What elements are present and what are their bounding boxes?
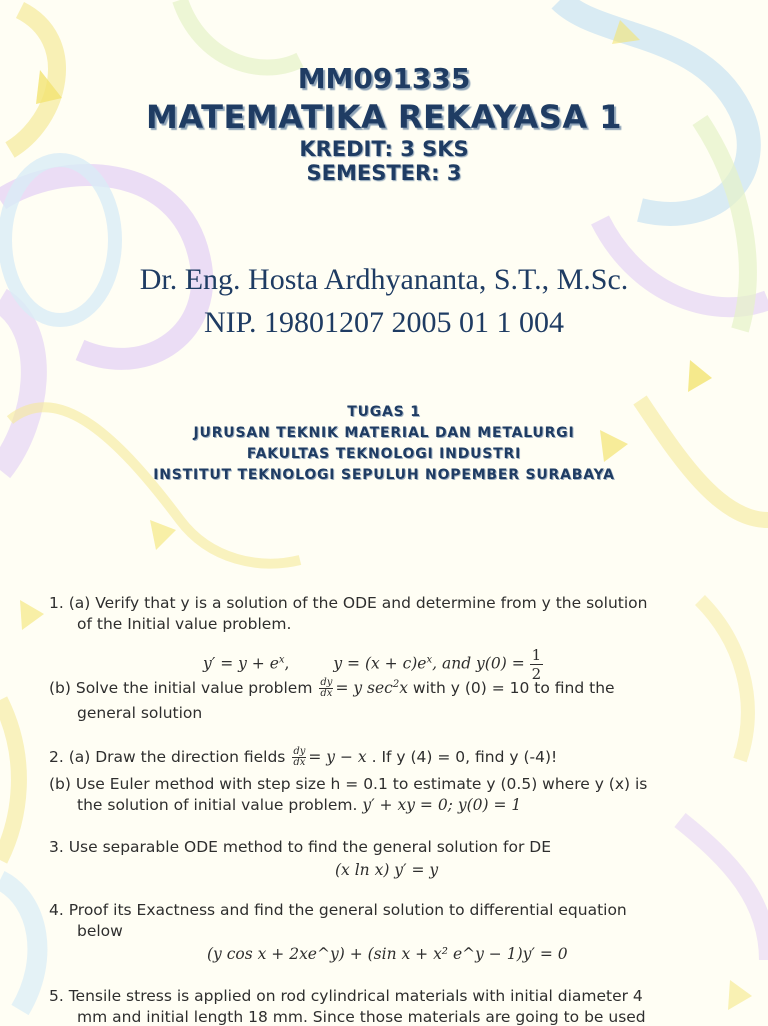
q2a-text: 2. (a) Draw the direction fields $\frac{dy}{dx}$ = y − x . If y (4) = 0, find y (-4)! [49, 746, 558, 768]
q5-text-cont: mm and initial length 18 mm. Since those materials are going to be used [77, 1008, 646, 1026]
q1-eq-a-exp: x [278, 654, 285, 666]
assignment-questions [0, 576, 768, 1024]
q1b-text: (b) Solve the initial value problem $\frac{dy}{dx}$ = y $\sec^2x$ with y (0) = 10 to find the [49, 677, 615, 699]
q1-equation: $y' = y + e^x$, $y = (x + c)e^x$, and y(0) = $\frac{1}{2}$ [203, 646, 542, 683]
q3-equation: (x ln x) y′ = y [335, 861, 439, 879]
q2b-text: (b) Use Euler method with step size h = 0.1 to estimate y (0.5) where y (x) is [49, 775, 648, 793]
q1a-text-cont: of the Initial value problem. [77, 615, 292, 633]
q4-text-cont: below [77, 922, 123, 940]
department-label: JURUSAN TEKNIK MATERIAL DAN METALURGI [193, 425, 575, 441]
q2a-dydx: $\frac{dy}{dx}$ [293, 746, 306, 768]
q1-eq-a: y′ = y + e [203, 654, 279, 673]
q3-text: 3. Use separable ODE method to find the general solution for DE [49, 838, 551, 856]
q2b-text-cont: the solution of initial value problem. y′ + xy = 0; y(0) = 1 [77, 796, 522, 814]
q2b-equation: y′ + xy = 0; y(0) = 1 [362, 796, 522, 814]
faculty-label: FAKULTAS TEKNOLOGI INDUSTRI [246, 446, 522, 462]
q1a-text: 1. (a) Verify that y is a solution of the ODE and determine from y the solution [49, 594, 648, 612]
q1b-text-cont: general solution [77, 704, 203, 722]
q2a-equation: = y − x [308, 748, 367, 766]
course-code: MM091335 [297, 62, 471, 95]
q1-eq-c: , and y(0) = [432, 654, 525, 673]
q4-equation: (y cos x + 2xe^y) + (sin x + x² e^y − 1)y′ = 0 [207, 945, 568, 963]
semester-label: SEMESTER: 3 [306, 161, 462, 185]
q5-text: 5. Tensile stress is applied on rod cylindrical materials with initial diameter 4 [49, 987, 643, 1005]
q4-text: 4. Proof its Exactness and find the general solution to differential equation [49, 901, 627, 919]
q1-eq-b-exp: x [426, 654, 433, 666]
q1-eq-b: y = (x + c)e [333, 654, 427, 673]
course-title: MATEMATIKA REKAYASA 1 [146, 98, 622, 136]
q1b-equation: = y $\sec^2x$ [335, 678, 408, 697]
lecturer-name: Dr. Eng. Hosta Ardhyananta, S.T., M.Sc. [139, 263, 629, 296]
assignment-label: TUGAS 1 [347, 404, 421, 420]
lecturer-nip: NIP. 19801207 2005 01 1 004 [203, 306, 564, 339]
credit-label: KREDIT: 3 SKS [299, 137, 469, 161]
q1b-dydx: $\frac{dy}{dx}$ [320, 677, 333, 699]
q1-half-fraction: $\frac{1}{2}$ [531, 646, 542, 683]
institute-label: INSTITUT TEKNOLOGI SEPULUH NOPEMBER SURABAYA [153, 467, 615, 483]
